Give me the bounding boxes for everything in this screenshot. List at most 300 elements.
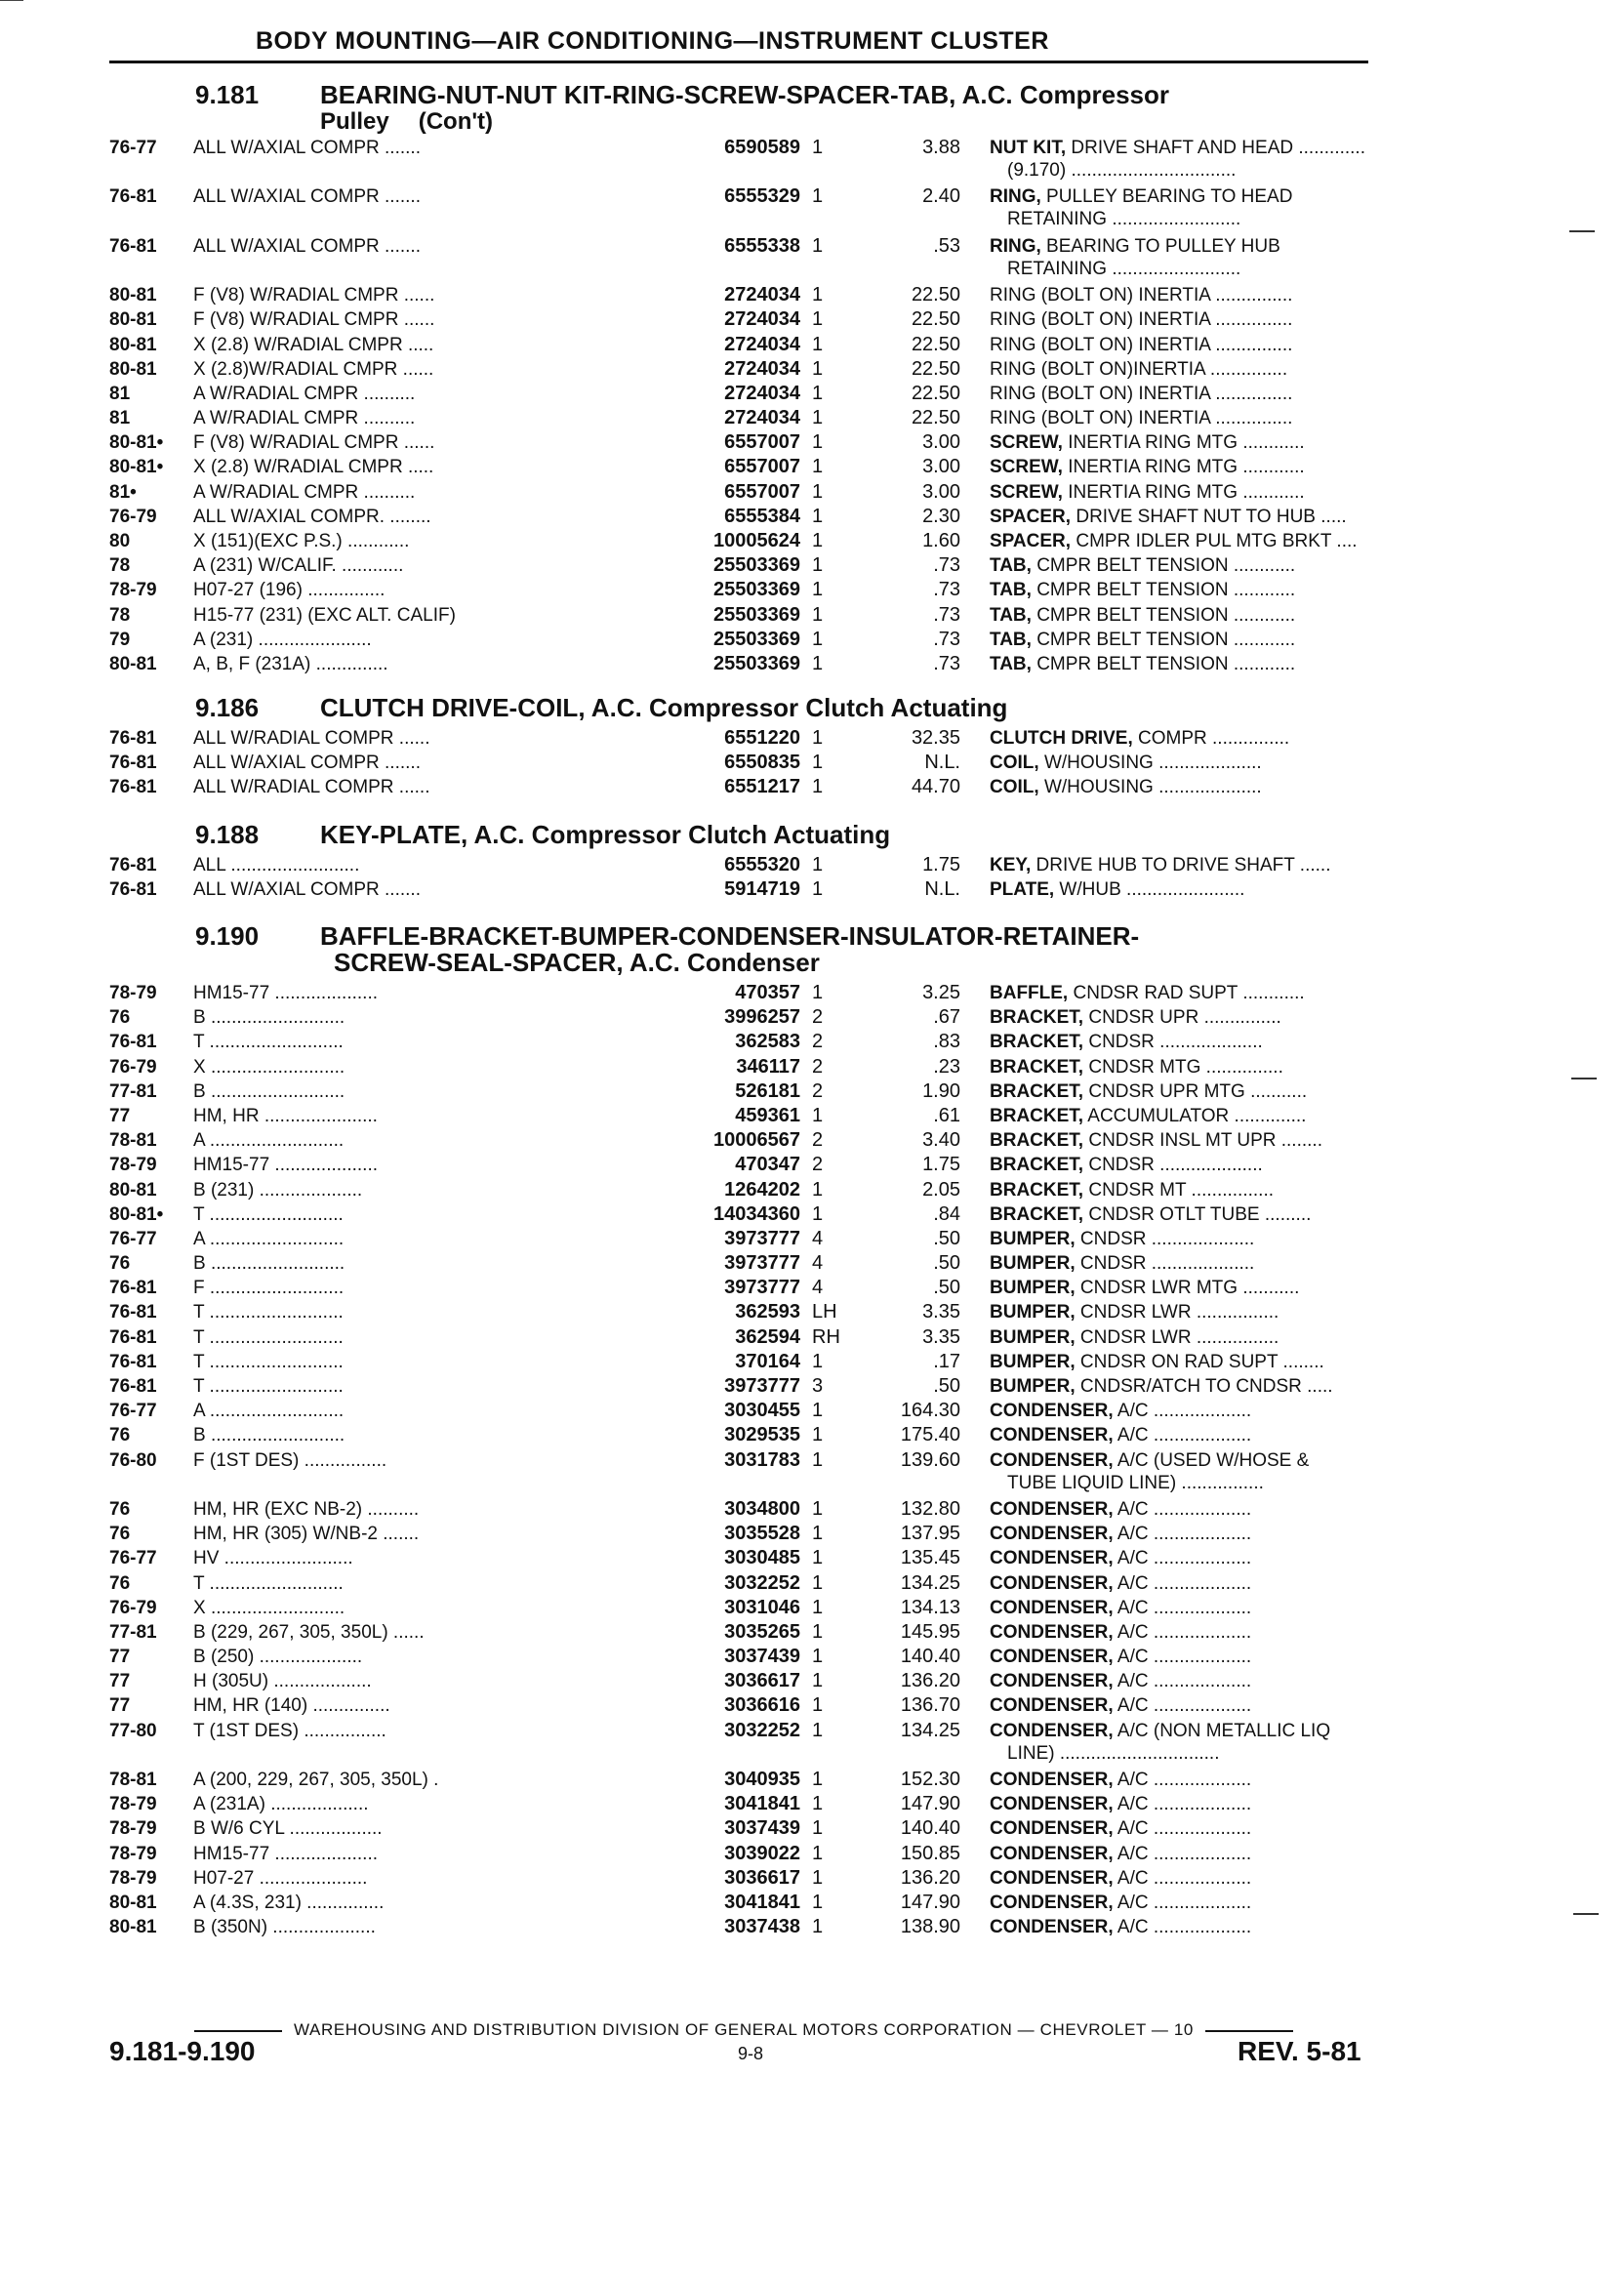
- table-row: [109, 1228, 1378, 1252]
- part-description: TAB, CMPR BELT TENSION ............: [990, 580, 1296, 601]
- price: 145.95: [900, 1620, 960, 1643]
- footer-division: [109, 2020, 1378, 2040]
- part-number: 3973777: [539, 1228, 800, 1250]
- part-keyword: SCREW,: [990, 481, 1063, 503]
- quantity: 1: [812, 878, 824, 901]
- part-description: KEY, DRIVE HUB TO DRIVE SHAFT ......: [990, 855, 1331, 875]
- part-description: BRACKET, CNDSR MT ................: [990, 1179, 1275, 1201]
- model-year: 80-81: [109, 334, 157, 355]
- quantity: 1: [812, 854, 824, 875]
- part-keyword: CONDENSER,: [990, 1843, 1114, 1864]
- part-description: BUMPER, CNDSR ....................: [990, 1228, 1255, 1249]
- quantity: 1: [812, 1916, 824, 1938]
- quantity: 1: [812, 1202, 824, 1225]
- part-description-continued: TUBE LIQUID LINE) ................: [1007, 1472, 1264, 1493]
- price: 1.60: [922, 530, 960, 552]
- table-row: [109, 1031, 1378, 1055]
- price: 135.45: [900, 1547, 960, 1569]
- part-description: COIL, W/HOUSING ....................: [990, 753, 1262, 774]
- quantity: RH: [812, 1325, 840, 1348]
- part-description: SCREW, INERTIA RING MTG ............: [990, 481, 1305, 503]
- part-description: TAB, CMPR BELT TENSION ............: [990, 629, 1296, 650]
- part-number: 3040935: [539, 1769, 800, 1791]
- part-number: 3035265: [539, 1621, 800, 1644]
- price: 32.35: [911, 727, 960, 749]
- section-heading: [109, 822, 1378, 848]
- part-number: 370164: [539, 1351, 800, 1373]
- model-applicability: A (231) ......................: [193, 629, 372, 650]
- part-description: CONDENSER, A/C ...................: [990, 1647, 1252, 1668]
- model-applicability: A (200, 229, 267, 305, 350L) .: [193, 1770, 439, 1791]
- part-description: RING (BOLT ON) INERTIA ...............: [990, 334, 1293, 355]
- table-row: [109, 554, 1378, 579]
- table-row: [109, 1670, 1378, 1694]
- price: 2.30: [922, 505, 960, 527]
- part-description: BUMPER, CNDSR/ATCH TO CNDSR .....: [990, 1376, 1333, 1397]
- part-number: 2724034: [539, 308, 800, 331]
- table-row: [109, 1793, 1378, 1817]
- part-number: 3035528: [539, 1523, 800, 1545]
- part-keyword: TAB,: [990, 629, 1032, 650]
- table-row: [109, 1646, 1378, 1670]
- part-description: CONDENSER, A/C ...................: [990, 1401, 1252, 1422]
- price: 147.90: [900, 1891, 960, 1913]
- part-number: 3034800: [539, 1498, 800, 1521]
- part-keyword: CONDENSER,: [990, 1425, 1114, 1446]
- model-year: 80-81: [109, 1179, 157, 1201]
- model-applicability: HV .........................: [193, 1548, 353, 1569]
- part-description: CONDENSER, A/C ...................: [990, 1843, 1252, 1864]
- quantity: 1: [812, 652, 824, 674]
- part-description: CONDENSER, A/C ...................: [990, 1425, 1252, 1446]
- part-keyword: CONDENSER,: [990, 1401, 1114, 1422]
- footer-page-number: 9-8: [738, 2044, 764, 2063]
- quantity: 1: [812, 1866, 824, 1889]
- model-year: 79: [109, 629, 131, 650]
- quantity: 1: [812, 1694, 824, 1717]
- footer-revision: REV. 5-81: [1238, 2036, 1361, 2066]
- table-row: [109, 358, 1378, 383]
- price: .50: [933, 1375, 960, 1397]
- quantity: 1: [812, 776, 824, 798]
- quantity: 1: [812, 1547, 824, 1569]
- model-year: 78-79: [109, 1818, 157, 1840]
- part-description: CONDENSER, A/C (NON METALLIC LIQ: [990, 1720, 1331, 1741]
- model-year: 76-81: [109, 235, 157, 257]
- part-number: 10006567: [539, 1129, 800, 1152]
- part-keyword: RING,: [990, 186, 1041, 208]
- price: 152.30: [900, 1769, 960, 1791]
- model-year: 77: [109, 1105, 131, 1126]
- part-keyword: BRACKET,: [990, 1032, 1084, 1053]
- price: 140.40: [900, 1646, 960, 1668]
- table-row: [109, 185, 1378, 234]
- part-description: CONDENSER, A/C ...................: [990, 1621, 1252, 1643]
- quantity: 2: [812, 1031, 824, 1053]
- part-number: 3973777: [539, 1277, 800, 1299]
- footer-dash: [1205, 2030, 1293, 2032]
- model-year: 76-79: [109, 506, 157, 527]
- section-number: 9.181: [195, 80, 260, 109]
- section-title: BAFFLE-BRACKET-BUMPER-CONDENSER-INSULATOR-RETAINER-: [320, 921, 1140, 951]
- section-9-188: [109, 822, 1378, 903]
- part-description: CONDENSER, A/C ...................: [990, 1597, 1252, 1618]
- model-applicability: A ..........................: [193, 1228, 345, 1249]
- table-row: [109, 1080, 1378, 1105]
- model-applicability: T ..........................: [193, 1572, 344, 1594]
- quantity: 1: [812, 1817, 824, 1840]
- model-year: 76-80: [109, 1449, 157, 1471]
- table-row: [109, 431, 1378, 456]
- part-description: COIL, W/HOUSING ....................: [990, 777, 1262, 798]
- part-number: 3041841: [539, 1793, 800, 1815]
- part-number: 6557007: [539, 481, 800, 504]
- quantity: 2: [812, 1006, 824, 1029]
- price: 22.50: [911, 407, 960, 429]
- price: 136.20: [900, 1866, 960, 1889]
- table-row: [109, 982, 1378, 1006]
- part-description: PLATE, W/HUB .......................: [990, 879, 1245, 901]
- part-description: SCREW, INERTIA RING MTG ............: [990, 432, 1305, 454]
- table-row: [109, 284, 1378, 308]
- part-number: 3037438: [539, 1916, 800, 1938]
- table-row: [109, 878, 1378, 903]
- part-description: BRACKET, CNDSR UPR MTG ...........: [990, 1080, 1308, 1102]
- quantity: 4: [812, 1277, 824, 1299]
- parts-table: [109, 982, 1378, 1940]
- price: 164.30: [900, 1400, 960, 1422]
- part-description: BRACKET, CNDSR ....................: [990, 1155, 1263, 1176]
- price: 134.25: [900, 1571, 960, 1594]
- price: .53: [933, 234, 960, 257]
- part-number: 346117: [539, 1056, 800, 1079]
- quantity: 1: [812, 530, 824, 552]
- part-number: 526181: [539, 1080, 800, 1103]
- model-applicability: X (151)(EXC P.S.) ............: [193, 531, 410, 552]
- price: .73: [933, 628, 960, 650]
- part-description: CONDENSER, A/C ...................: [990, 1917, 1252, 1938]
- part-keyword: CONDENSER,: [990, 1449, 1114, 1471]
- model-applicability: X ..........................: [193, 1597, 345, 1618]
- model-year: 76-81: [109, 186, 157, 208]
- quantity: 1: [812, 480, 824, 503]
- part-description: CONDENSER, A/C ...................: [990, 1770, 1252, 1791]
- model-year: 78-81: [109, 1130, 157, 1152]
- price: .50: [933, 1252, 960, 1275]
- part-number: 25503369: [539, 629, 800, 651]
- quantity: 1: [812, 1523, 824, 1545]
- table-row: [109, 456, 1378, 480]
- model-year: 76-77: [109, 1401, 157, 1422]
- part-description: CONDENSER, A/C ...................: [990, 1818, 1252, 1840]
- table-row: [109, 653, 1378, 677]
- quantity: 1: [812, 628, 824, 650]
- part-number: 6551220: [539, 727, 800, 750]
- section-number: 9.188: [195, 820, 260, 849]
- model-year: 78-79: [109, 1843, 157, 1864]
- quantity: 1: [812, 308, 824, 331]
- table-row: [109, 1105, 1378, 1129]
- part-number: 470357: [539, 982, 800, 1004]
- part-description: BRACKET, CNDSR OTLT TUBE .........: [990, 1203, 1312, 1225]
- section-subtitle: [320, 108, 1378, 135]
- part-description: RING (BOLT ON) INERTIA ...............: [990, 285, 1293, 306]
- part-description: TAB, CMPR BELT TENSION ............: [990, 604, 1296, 626]
- table-row: [109, 1301, 1378, 1325]
- model-applicability: B (231) ....................: [193, 1179, 363, 1201]
- part-description: SCREW, INERTIA RING MTG ............: [990, 457, 1305, 478]
- price: .73: [933, 603, 960, 626]
- model-year: 76: [109, 1425, 131, 1446]
- part-keyword: BUMPER,: [990, 1278, 1076, 1299]
- model-year: 76-81: [109, 1326, 157, 1348]
- model-applicability: X (2.8) W/RADIAL CMPR .....: [193, 457, 434, 478]
- price: 3.25: [922, 982, 960, 1003]
- part-keyword: KEY,: [990, 855, 1032, 875]
- model-applicability: X (2.8)W/RADIAL CMPR ......: [193, 358, 434, 380]
- section-heading: [109, 695, 1378, 721]
- part-keyword: BUMPER,: [990, 1228, 1076, 1249]
- model-year: 76-77: [109, 1548, 157, 1569]
- price: 132.80: [900, 1497, 960, 1520]
- model-year: 78-79: [109, 983, 157, 1003]
- table-row: [109, 1597, 1378, 1621]
- part-number: 2724034: [539, 383, 800, 405]
- table-row: [109, 1769, 1378, 1793]
- model-applicability: H (305U) ...................: [193, 1671, 372, 1692]
- model-applicability: A, B, F (231A) ..............: [193, 653, 388, 674]
- model-applicability: ALL .........................: [193, 855, 360, 875]
- header-rule: [109, 61, 1368, 63]
- table-row: [109, 1252, 1378, 1277]
- part-description-continued: (9.170) ................................: [1007, 160, 1237, 181]
- model-year: 76-81: [109, 728, 157, 749]
- section-9-181: [109, 82, 1378, 677]
- model-applicability: A (231) W/CALIF. ............: [193, 555, 404, 577]
- price: .84: [933, 1202, 960, 1225]
- part-keyword: BRACKET,: [990, 1130, 1084, 1152]
- price: 175.40: [900, 1424, 960, 1446]
- part-number: 1264202: [539, 1179, 800, 1201]
- part-keyword: PLATE,: [990, 879, 1055, 901]
- table-row: [109, 383, 1378, 407]
- part-description: BRACKET, CNDSR UPR ...............: [990, 1007, 1281, 1029]
- part-description: BRACKET, ACCUMULATOR ..............: [990, 1105, 1307, 1126]
- part-description: CONDENSER, A/C ...................: [990, 1572, 1252, 1594]
- model-year: 78-79: [109, 580, 157, 601]
- model-applicability: B (229, 267, 305, 350L) ......: [193, 1621, 425, 1643]
- model-applicability: T ..........................: [193, 1032, 344, 1053]
- model-applicability: B ..........................: [193, 1080, 345, 1102]
- price: 22.50: [911, 308, 960, 331]
- table-row: [109, 334, 1378, 358]
- quantity: 1: [812, 1178, 824, 1201]
- part-number: 6555384: [539, 506, 800, 528]
- quantity: 1: [812, 407, 824, 429]
- model-year: 76-77: [109, 138, 157, 158]
- part-number: 3973777: [539, 1375, 800, 1398]
- part-keyword: BUMPER,: [990, 1302, 1076, 1323]
- price: 136.20: [900, 1670, 960, 1692]
- model-applicability: A W/RADIAL CMPR ..........: [193, 481, 416, 503]
- quantity: 1: [812, 1596, 824, 1618]
- section-9-186: [109, 695, 1378, 801]
- part-number: 470347: [539, 1154, 800, 1176]
- price: 136.70: [900, 1694, 960, 1717]
- table-row: [109, 1449, 1378, 1498]
- quantity: 4: [812, 1227, 824, 1249]
- price: .61: [933, 1104, 960, 1126]
- part-keyword: BUMPER,: [990, 1376, 1076, 1397]
- part-description: BRACKET, CNDSR MTG ...............: [990, 1056, 1283, 1078]
- quantity: 1: [812, 505, 824, 527]
- part-keyword: CONDENSER,: [990, 1647, 1114, 1668]
- model-year: 76: [109, 1524, 131, 1545]
- part-description: BUMPER, CNDSR ON RAD SUPT ........: [990, 1351, 1324, 1372]
- price: 2.05: [922, 1178, 960, 1201]
- part-keyword: CONDENSER,: [990, 1867, 1114, 1889]
- part-keyword: SCREW,: [990, 432, 1063, 454]
- parts-table: [109, 854, 1378, 903]
- table-row: [109, 579, 1378, 603]
- model-year: 78: [109, 555, 131, 577]
- model-applicability: A (4.3S, 231) ...............: [193, 1892, 385, 1913]
- price: 139.60: [900, 1448, 960, 1471]
- table-row: [109, 235, 1378, 284]
- part-number: 2724034: [539, 407, 800, 429]
- part-number: 6557007: [539, 431, 800, 454]
- part-number: 3031783: [539, 1449, 800, 1472]
- model-applicability: T ..........................: [193, 1351, 344, 1372]
- model-year: 77: [109, 1647, 131, 1668]
- scan-corner-mark: [0, 0, 23, 1]
- model-applicability: HM, HR (305) W/NB-2 .......: [193, 1524, 420, 1545]
- part-keyword: BRACKET,: [990, 1203, 1084, 1225]
- table-row: [109, 1523, 1378, 1547]
- model-applicability: ALL W/AXIAL COMPR .......: [193, 186, 421, 208]
- part-number: 10005624: [539, 530, 800, 552]
- part-description: CONDENSER, A/C ...................: [990, 1892, 1252, 1913]
- model-year: 78-81: [109, 1770, 157, 1791]
- quantity: 1: [812, 603, 824, 626]
- model-year: 76-81: [109, 1351, 157, 1372]
- quantity: 1: [812, 554, 824, 577]
- margin-dash: [1573, 1913, 1599, 1915]
- table-row: [109, 1056, 1378, 1080]
- quantity: 1: [812, 137, 824, 158]
- part-description: CONDENSER, A/C (USED W/HOSE &: [990, 1449, 1310, 1471]
- part-keyword: SPACER,: [990, 506, 1072, 527]
- part-number: 2724034: [539, 284, 800, 306]
- part-keyword: RING,: [990, 235, 1041, 257]
- part-number: 6551217: [539, 776, 800, 798]
- part-keyword: BUMPER,: [990, 1326, 1076, 1348]
- model-year: 76: [109, 1498, 131, 1520]
- part-keyword: TAB,: [990, 653, 1032, 674]
- section-number: 9.186: [195, 693, 260, 722]
- part-number: 3973777: [539, 1252, 800, 1275]
- model-year: 80-81: [109, 1892, 157, 1913]
- model-applicability: H07-27 (196) ...............: [193, 580, 386, 601]
- model-applicability: F (V8) W/RADIAL CMPR ......: [193, 309, 435, 331]
- model-year: 80-81•: [109, 457, 164, 478]
- part-number: 6590589: [539, 137, 800, 159]
- part-number: 3032252: [539, 1572, 800, 1595]
- model-applicability: F ..........................: [193, 1278, 345, 1299]
- table-row: [109, 1694, 1378, 1719]
- part-keyword: CONDENSER,: [990, 1818, 1114, 1840]
- part-number: 362593: [539, 1301, 800, 1323]
- table-row: [109, 1720, 1378, 1769]
- price: 22.50: [911, 357, 960, 380]
- part-number: 6555320: [539, 854, 800, 876]
- section-continued-note: (Con't): [418, 108, 494, 135]
- model-year: 76: [109, 1007, 131, 1029]
- model-applicability: A W/RADIAL CMPR ..........: [193, 383, 416, 404]
- quantity: 1: [812, 1424, 824, 1446]
- quantity: 1: [812, 579, 824, 601]
- part-description: CLUTCH DRIVE, COMPR ...............: [990, 728, 1290, 749]
- part-description: CONDENSER, A/C ...................: [990, 1867, 1252, 1889]
- parts-table: [109, 727, 1378, 801]
- quantity: 1: [812, 1719, 824, 1741]
- quantity: 1: [812, 456, 824, 478]
- part-keyword: CONDENSER,: [990, 1548, 1114, 1569]
- table-row: [109, 530, 1378, 554]
- price: 2.40: [922, 185, 960, 208]
- part-keyword: CONDENSER,: [990, 1671, 1114, 1692]
- section-9-190: [109, 923, 1378, 1940]
- table-row: [109, 1498, 1378, 1523]
- price: 1.75: [922, 1154, 960, 1176]
- part-number: 3041841: [539, 1892, 800, 1914]
- model-year: 76-81: [109, 1376, 157, 1397]
- price: 147.90: [900, 1793, 960, 1815]
- part-number: 3036617: [539, 1670, 800, 1692]
- part-description: TAB, CMPR BELT TENSION ............: [990, 653, 1296, 674]
- part-keyword: BRACKET,: [990, 1155, 1084, 1176]
- model-year: 78: [109, 604, 131, 626]
- model-year: 77: [109, 1695, 131, 1717]
- table-row: [109, 1843, 1378, 1867]
- section-title: KEY-PLATE, A.C. Compressor Clutch Actuating: [320, 820, 891, 849]
- table-row: [109, 1351, 1378, 1375]
- table-row: [109, 308, 1378, 333]
- part-keyword: BRACKET,: [990, 1056, 1084, 1078]
- model-applicability: H15-77 (231) (EXC ALT. CALIF): [193, 604, 456, 626]
- quantity: 1: [812, 1620, 824, 1643]
- model-year: 76-79: [109, 1056, 157, 1078]
- part-number: 2724034: [539, 334, 800, 356]
- model-year: 81: [109, 408, 131, 429]
- part-keyword: TAB,: [990, 604, 1032, 626]
- section-heading: [109, 923, 1378, 976]
- part-number: 3031046: [539, 1597, 800, 1619]
- part-keyword: BUMPER,: [990, 1253, 1076, 1275]
- model-year: 76-81: [109, 1278, 157, 1299]
- model-year: 80-81•: [109, 1203, 164, 1225]
- quantity: 1: [812, 982, 824, 1003]
- part-number: 3030455: [539, 1400, 800, 1422]
- margin-dash: [1571, 1078, 1597, 1079]
- table-row: [109, 1326, 1378, 1351]
- part-number: 6557007: [539, 456, 800, 478]
- part-keyword: NUT KIT,: [990, 138, 1067, 158]
- model-year: 77-80: [109, 1720, 157, 1741]
- part-description: SPACER, DRIVE SHAFT NUT TO HUB .....: [990, 506, 1347, 527]
- part-description: RING, PULLEY BEARING TO HEAD: [990, 186, 1293, 208]
- model-year: 76-81: [109, 753, 157, 774]
